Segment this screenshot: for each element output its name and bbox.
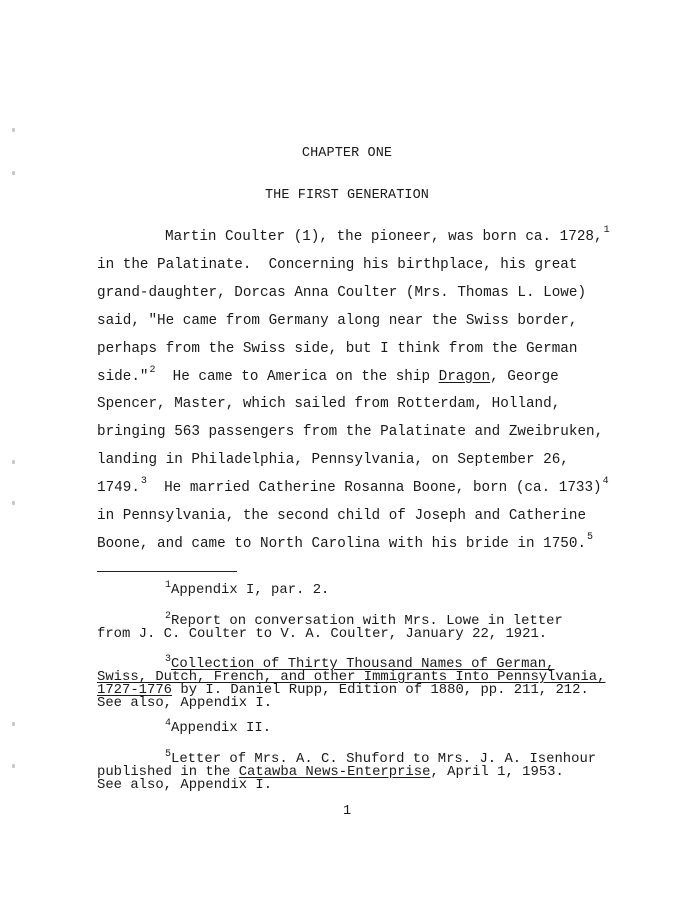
scan-mark (12, 460, 15, 464)
text-segment: in the Palatinate. Concerning his birthplace, his great (97, 256, 578, 273)
text-segment: Boone, and came to North Carolina with his bride in 1750. (97, 535, 587, 552)
body-line (97, 508, 586, 524)
body-line (97, 476, 609, 498)
text-segment: See also, Appendix I. (97, 695, 273, 711)
footnote-reference: 5 (587, 531, 594, 543)
scan-mark (12, 128, 15, 132)
body-line (97, 396, 560, 412)
footnote-line (97, 627, 547, 641)
scan-mark (12, 722, 15, 726)
body-line (97, 285, 586, 301)
footnote-number: 4 (165, 718, 172, 729)
body-line (97, 364, 559, 387)
text-segment: Appendix II. (171, 720, 272, 736)
text-segment: , April 1, 1953. (430, 764, 564, 780)
text-segment: published in the (97, 764, 239, 780)
scan-mark (12, 171, 15, 175)
footnote-line (165, 580, 330, 599)
footnote-number: 3 (165, 654, 172, 665)
text-segment: by I. Daniel Rupp, Edition of 1880, pp. 211, 212. (172, 682, 589, 698)
text-segment: Spencer, Master, which sailed from Rotterdam, Holland, (97, 396, 561, 413)
body-line (97, 531, 594, 554)
footnote-reference: 2 (149, 364, 156, 376)
scan-mark (12, 764, 15, 768)
underlined-title: 1727-1776 (97, 682, 173, 698)
body-line (97, 313, 577, 329)
chapter-heading: CHAPTER ONE (301, 146, 393, 161)
section-heading: THE FIRST GENERATION (264, 188, 430, 203)
page-number: 1 (342, 804, 352, 819)
footnote-reference: 4 (602, 476, 609, 488)
body-line (97, 424, 603, 440)
text-segment: , George (490, 368, 559, 385)
text-segment: Appendix I, par. 2. (171, 582, 330, 598)
body-line (97, 341, 577, 357)
footnote-line (165, 718, 272, 737)
underlined-title: Catawba News-Enterprise (238, 764, 431, 780)
underlined-title: Swiss, Dutch, French, and other Immigrants Into Pennsylvania, (97, 669, 606, 685)
footnote-separator (97, 571, 237, 572)
footnote-line (97, 696, 272, 710)
footnote-reference: 3 (140, 476, 147, 488)
underlined-title: Collection of Thirty Thousand Names of German, (171, 656, 555, 672)
text-segment: Report on conversation with Mrs. Lowe in letter (171, 613, 563, 629)
body-line (97, 257, 577, 273)
text-segment: perhaps from the Swiss side, but I think from the German (97, 340, 578, 357)
body-line (97, 452, 569, 468)
body-line (165, 225, 610, 247)
text-segment: Martin Coulter (1), the pioneer, was born ca. 1728, (165, 229, 603, 245)
footnote-line (97, 778, 272, 792)
scan-mark (12, 501, 15, 505)
text-segment: 1749. (97, 480, 140, 497)
text-segment: He came to America on the ship (155, 368, 439, 385)
text-segment: from J. C. Coulter to V. A. Coulter, January 22, 1921. (97, 626, 548, 642)
footnote-reference: 1 (603, 225, 610, 236)
text-segment: See also, Appendix I. (97, 777, 273, 793)
text-segment: side." (97, 368, 149, 385)
underlined-title: Dragon (438, 368, 491, 385)
footnote-number: 2 (165, 611, 172, 622)
text-segment: grand-daughter, Dorcas Anna Coulter (Mrs. Thomas L. Lowe) (97, 284, 587, 301)
text-segment: in Pennsylvania, the second child of Joseph and Catherine (97, 508, 587, 524)
text-segment: landing in Philadelphia, Pennsylvania, on September 26, (97, 452, 569, 469)
text-segment: said, "He came from Germany along near the Swiss border, (97, 312, 578, 329)
text-segment: He married Catherine Rosanna Boone, born (ca. 1733) (146, 480, 602, 497)
text-segment: Letter of Mrs. A. C. Shuford to Mrs. J. A. Isenhour (171, 751, 597, 767)
footnote-number: 5 (165, 749, 172, 760)
text-segment: bringing 563 passengers from the Palatinate and Zweibruken, (97, 424, 604, 441)
footnote-number: 1 (165, 580, 172, 591)
